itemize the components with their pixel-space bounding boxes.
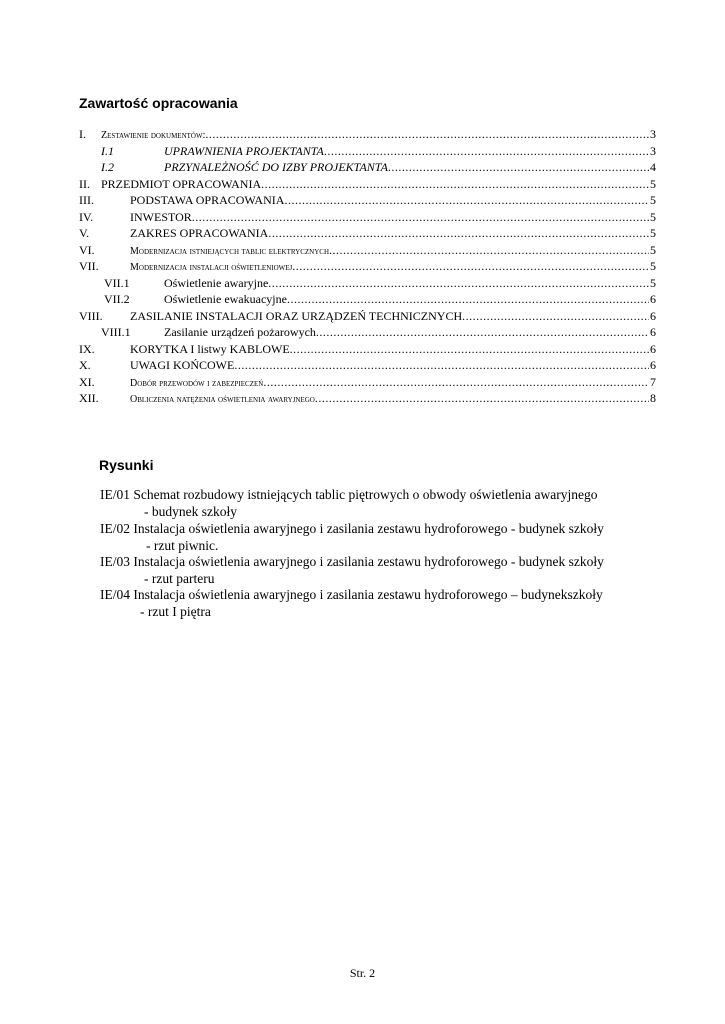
toc-page: 5 (650, 209, 656, 224)
toc-number: XI. (79, 374, 95, 389)
toc-page: 6 (650, 358, 656, 372)
toc-page: 5 (650, 275, 656, 290)
toc-number: I.2 (101, 160, 114, 174)
toc-row[interactable] (79, 258, 656, 275)
toc-title: INWESTOR (130, 209, 192, 224)
toc-number: VII. (79, 259, 99, 273)
toc-title: Obliczenia natężenia oświetlenia awaryjnego (130, 392, 315, 409)
toc-row[interactable] (79, 225, 656, 242)
toc-title: Modernizacja istniejących tablic elektrycznych (130, 244, 329, 261)
toc-row[interactable] (79, 143, 656, 160)
toc-number: I. (79, 127, 86, 141)
toc-number: III. (79, 193, 94, 207)
toc-title: Zestawienie dokumentów: (101, 128, 205, 145)
toc-title: Dobór przewodów i zabezpieczeń (130, 376, 263, 393)
drawing-item (100, 554, 660, 587)
toc-title: Modernizacja instalacji oświetleniowej (130, 260, 292, 277)
toc-title: UWAGI KOŃCOWE (130, 358, 235, 372)
toc-row[interactable] (79, 209, 656, 226)
toc-page: 5 (650, 193, 656, 207)
toc-row[interactable] (79, 390, 656, 407)
page-footer: Str. 2 (349, 966, 376, 980)
toc-number: VIII. (79, 308, 103, 323)
toc-title: Zasilanie urządzeń pożarowych (164, 325, 316, 339)
toc-page: 7 (650, 374, 656, 389)
toc-heading: Zawartość opracowania (79, 95, 238, 111)
toc-row[interactable] (79, 176, 656, 193)
toc-number: VII.2 (104, 292, 130, 306)
toc-row[interactable] (79, 159, 656, 176)
drawings-heading: Rysunki (99, 457, 154, 473)
drawing-item (100, 487, 660, 520)
drawing-item (100, 521, 660, 554)
toc-row[interactable] (79, 192, 656, 209)
toc-title: PRZEDMIOT OPRACOWANIA (101, 176, 262, 191)
toc-page: 8 (650, 391, 656, 405)
toc-page: 6 (650, 292, 656, 306)
toc-row[interactable] (79, 324, 656, 341)
toc-page: 5 (650, 176, 656, 191)
toc-number: XII. (79, 391, 99, 405)
toc-row[interactable] (79, 374, 656, 391)
toc-row[interactable] (79, 357, 656, 374)
drawing-continuation: - budynek szkoły (144, 503, 237, 519)
toc-row[interactable] (79, 341, 656, 358)
toc-row[interactable] (79, 308, 656, 325)
toc-page: 3 (650, 127, 656, 141)
toc-number: VII.1 (104, 275, 130, 290)
toc-title: PODSTAWA OPRACOWANIA (130, 193, 285, 207)
toc-title: PRZYNALEŻNOŚĆ DO IZBY PROJEKTANTA (164, 160, 388, 174)
toc-number: I.1 (101, 143, 114, 158)
toc-row[interactable] (79, 275, 656, 292)
drawing-line: IE/03 Instalacja oświetlenia awaryjnego i zasilania zestawu hydroforowego - budynek szkoły (100, 554, 604, 569)
toc-number: V. (79, 226, 90, 240)
toc-row[interactable] (79, 291, 656, 308)
toc-number: IX. (79, 341, 95, 356)
drawing-continuation: - rzut parteru (144, 570, 215, 586)
toc-number: VI. (79, 242, 95, 257)
toc-title: Oświetlenie ewakuacyjne (164, 292, 287, 306)
toc-page: 4 (650, 160, 656, 174)
toc-page: 5 (650, 242, 656, 257)
toc-title: KORYTKA I listwy KABLOWE (130, 341, 290, 356)
toc-number: IV. (79, 209, 94, 224)
toc-title: ZASILANIE INSTALACJI ORAZ URZĄDZEŃ TECHNICZNYCH (130, 308, 463, 323)
toc-number: X. (79, 358, 91, 372)
drawing-item (100, 587, 660, 620)
drawing-line: IE/04 Instalacja oświetlenia awaryjnego i zasilania zestawu hydroforowego – budynekszkoły (100, 587, 603, 602)
toc-number: II. (79, 176, 90, 191)
toc-page: 6 (650, 341, 656, 356)
toc-title: UPRAWNIENIA PROJEKTANTA (164, 143, 324, 158)
toc-number: VIII.1 (101, 325, 131, 339)
drawing-line: IE/01 Schemat rozbudowy istniejących tablic piętrowych o obwody oświetlenia awaryjnego (100, 487, 598, 502)
drawing-continuation: - rzut piwnic. (146, 537, 219, 553)
toc-page: 3 (650, 143, 656, 158)
toc-page: 6 (650, 325, 656, 339)
toc-page: 5 (650, 226, 656, 240)
table-of-contents (79, 126, 656, 407)
drawing-line: IE/02 Instalacja oświetlenia awaryjnego i zasilania zestawu hydroforowego - budynek szkoły (100, 521, 604, 536)
toc-row[interactable] (79, 242, 656, 259)
drawing-continuation: - rzut I piętra (140, 603, 211, 619)
toc-title: ZAKRES OPRACOWANIA (130, 226, 269, 240)
toc-page: 5 (650, 259, 656, 273)
toc-page: 6 (650, 308, 656, 323)
toc-row[interactable] (79, 126, 656, 143)
toc-title: Oświetlenie awaryjne (164, 275, 269, 290)
